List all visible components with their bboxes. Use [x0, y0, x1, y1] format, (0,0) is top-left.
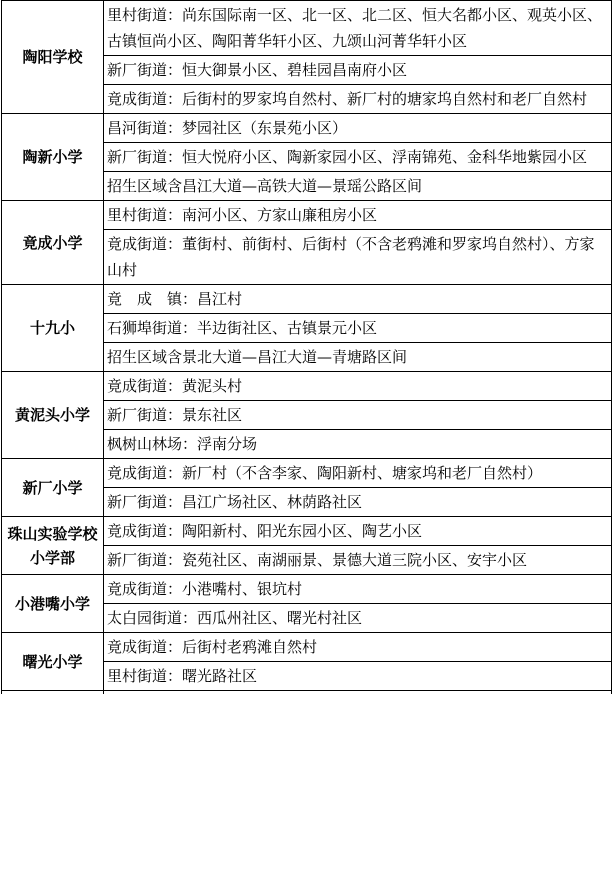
table-body	[2, 1, 612, 695]
enrollment-area-cell: 竟成街道：小港嘴村、银坑村	[104, 575, 612, 604]
enrollment-area-cell: 竟成街道：黄泥头村	[104, 372, 612, 401]
partial-cell	[2, 691, 104, 695]
table-row	[2, 372, 612, 401]
partial-cell	[104, 691, 612, 695]
enrollment-area-cell: 里村街道：南河小区、方家山廉租房小区	[104, 201, 612, 230]
table-row	[2, 633, 612, 662]
school-name-cell: 陶阳学校	[2, 1, 104, 114]
enrollment-area-cell: 新厂街道：恒大御景小区、碧桂园昌南府小区	[104, 56, 612, 85]
table-row	[2, 1, 612, 56]
school-name-cell: 新厂小学	[2, 459, 104, 517]
school-district-table	[1, 0, 612, 694]
table-row-partial	[2, 691, 612, 695]
enrollment-area-cell: 新厂街道：景东社区	[104, 401, 612, 430]
table-row	[2, 201, 612, 230]
enrollment-area-cell: 招生区域含昌江大道—高铁大道—景瑶公路区间	[104, 172, 612, 201]
enrollment-area-cell: 竟成街道：后街村老鸦滩自然村	[104, 633, 612, 662]
enrollment-area-cell: 竟成街道：新厂村（不含李家、陶阳新村、塘家坞和老厂自然村）	[104, 459, 612, 488]
enrollment-area-cell: 太白园街道：西瓜州社区、曙光村社区	[104, 604, 612, 633]
school-name-cell: 黄泥头小学	[2, 372, 104, 459]
school-name-cell: 十九小	[2, 285, 104, 372]
school-name-cell: 小港嘴小学	[2, 575, 104, 633]
table-row	[2, 517, 612, 546]
enrollment-area-cell: 新厂街道：昌江广场社区、林荫路社区	[104, 488, 612, 517]
enrollment-area-cell: 石狮埠街道：半边街社区、古镇景元小区	[104, 314, 612, 343]
enrollment-area-cell: 竟 成 镇：昌江村	[104, 285, 612, 314]
enrollment-area-cell: 招生区域含景北大道—昌江大道—青塘路区间	[104, 343, 612, 372]
enrollment-area-cell: 竟成街道：董街村、前街村、后街村（不含老鸦滩和罗家坞自然村）、方家山村	[104, 230, 612, 285]
enrollment-area-cell: 枫树山林场：浮南分场	[104, 430, 612, 459]
school-name-cell: 珠山实验学校小学部	[2, 517, 104, 575]
table-row	[2, 575, 612, 604]
enrollment-area-cell: 新厂街道：瓷苑社区、南湖丽景、景德大道三院小区、安宇小区	[104, 546, 612, 575]
enrollment-area-cell: 新厂街道：恒大悦府小区、陶新家园小区、浮南锦苑、金科华地紫园小区	[104, 143, 612, 172]
enrollment-area-cell: 昌河街道：梦园社区（东景苑小区）	[104, 114, 612, 143]
enrollment-area-cell: 里村街道：曙光路社区	[104, 662, 612, 691]
school-name-cell: 竟成小学	[2, 201, 104, 285]
table-row	[2, 114, 612, 143]
enrollment-area-cell: 竟成街道：后街村的罗家坞自然村、新厂村的塘家坞自然村和老厂自然村	[104, 85, 612, 114]
table-row	[2, 459, 612, 488]
enrollment-area-cell: 里村街道：尚东国际南一区、北一区、北二区、恒大名都小区、观英小区、古镇恒尚小区、陶阳菁华轩小区、九颂山河菁华轩小区	[104, 1, 612, 56]
school-name-cell: 陶新小学	[2, 114, 104, 201]
school-name-cell: 曙光小学	[2, 633, 104, 691]
enrollment-area-cell: 竟成街道：陶阳新村、阳光东园小区、陶艺小区	[104, 517, 612, 546]
table-row	[2, 285, 612, 314]
